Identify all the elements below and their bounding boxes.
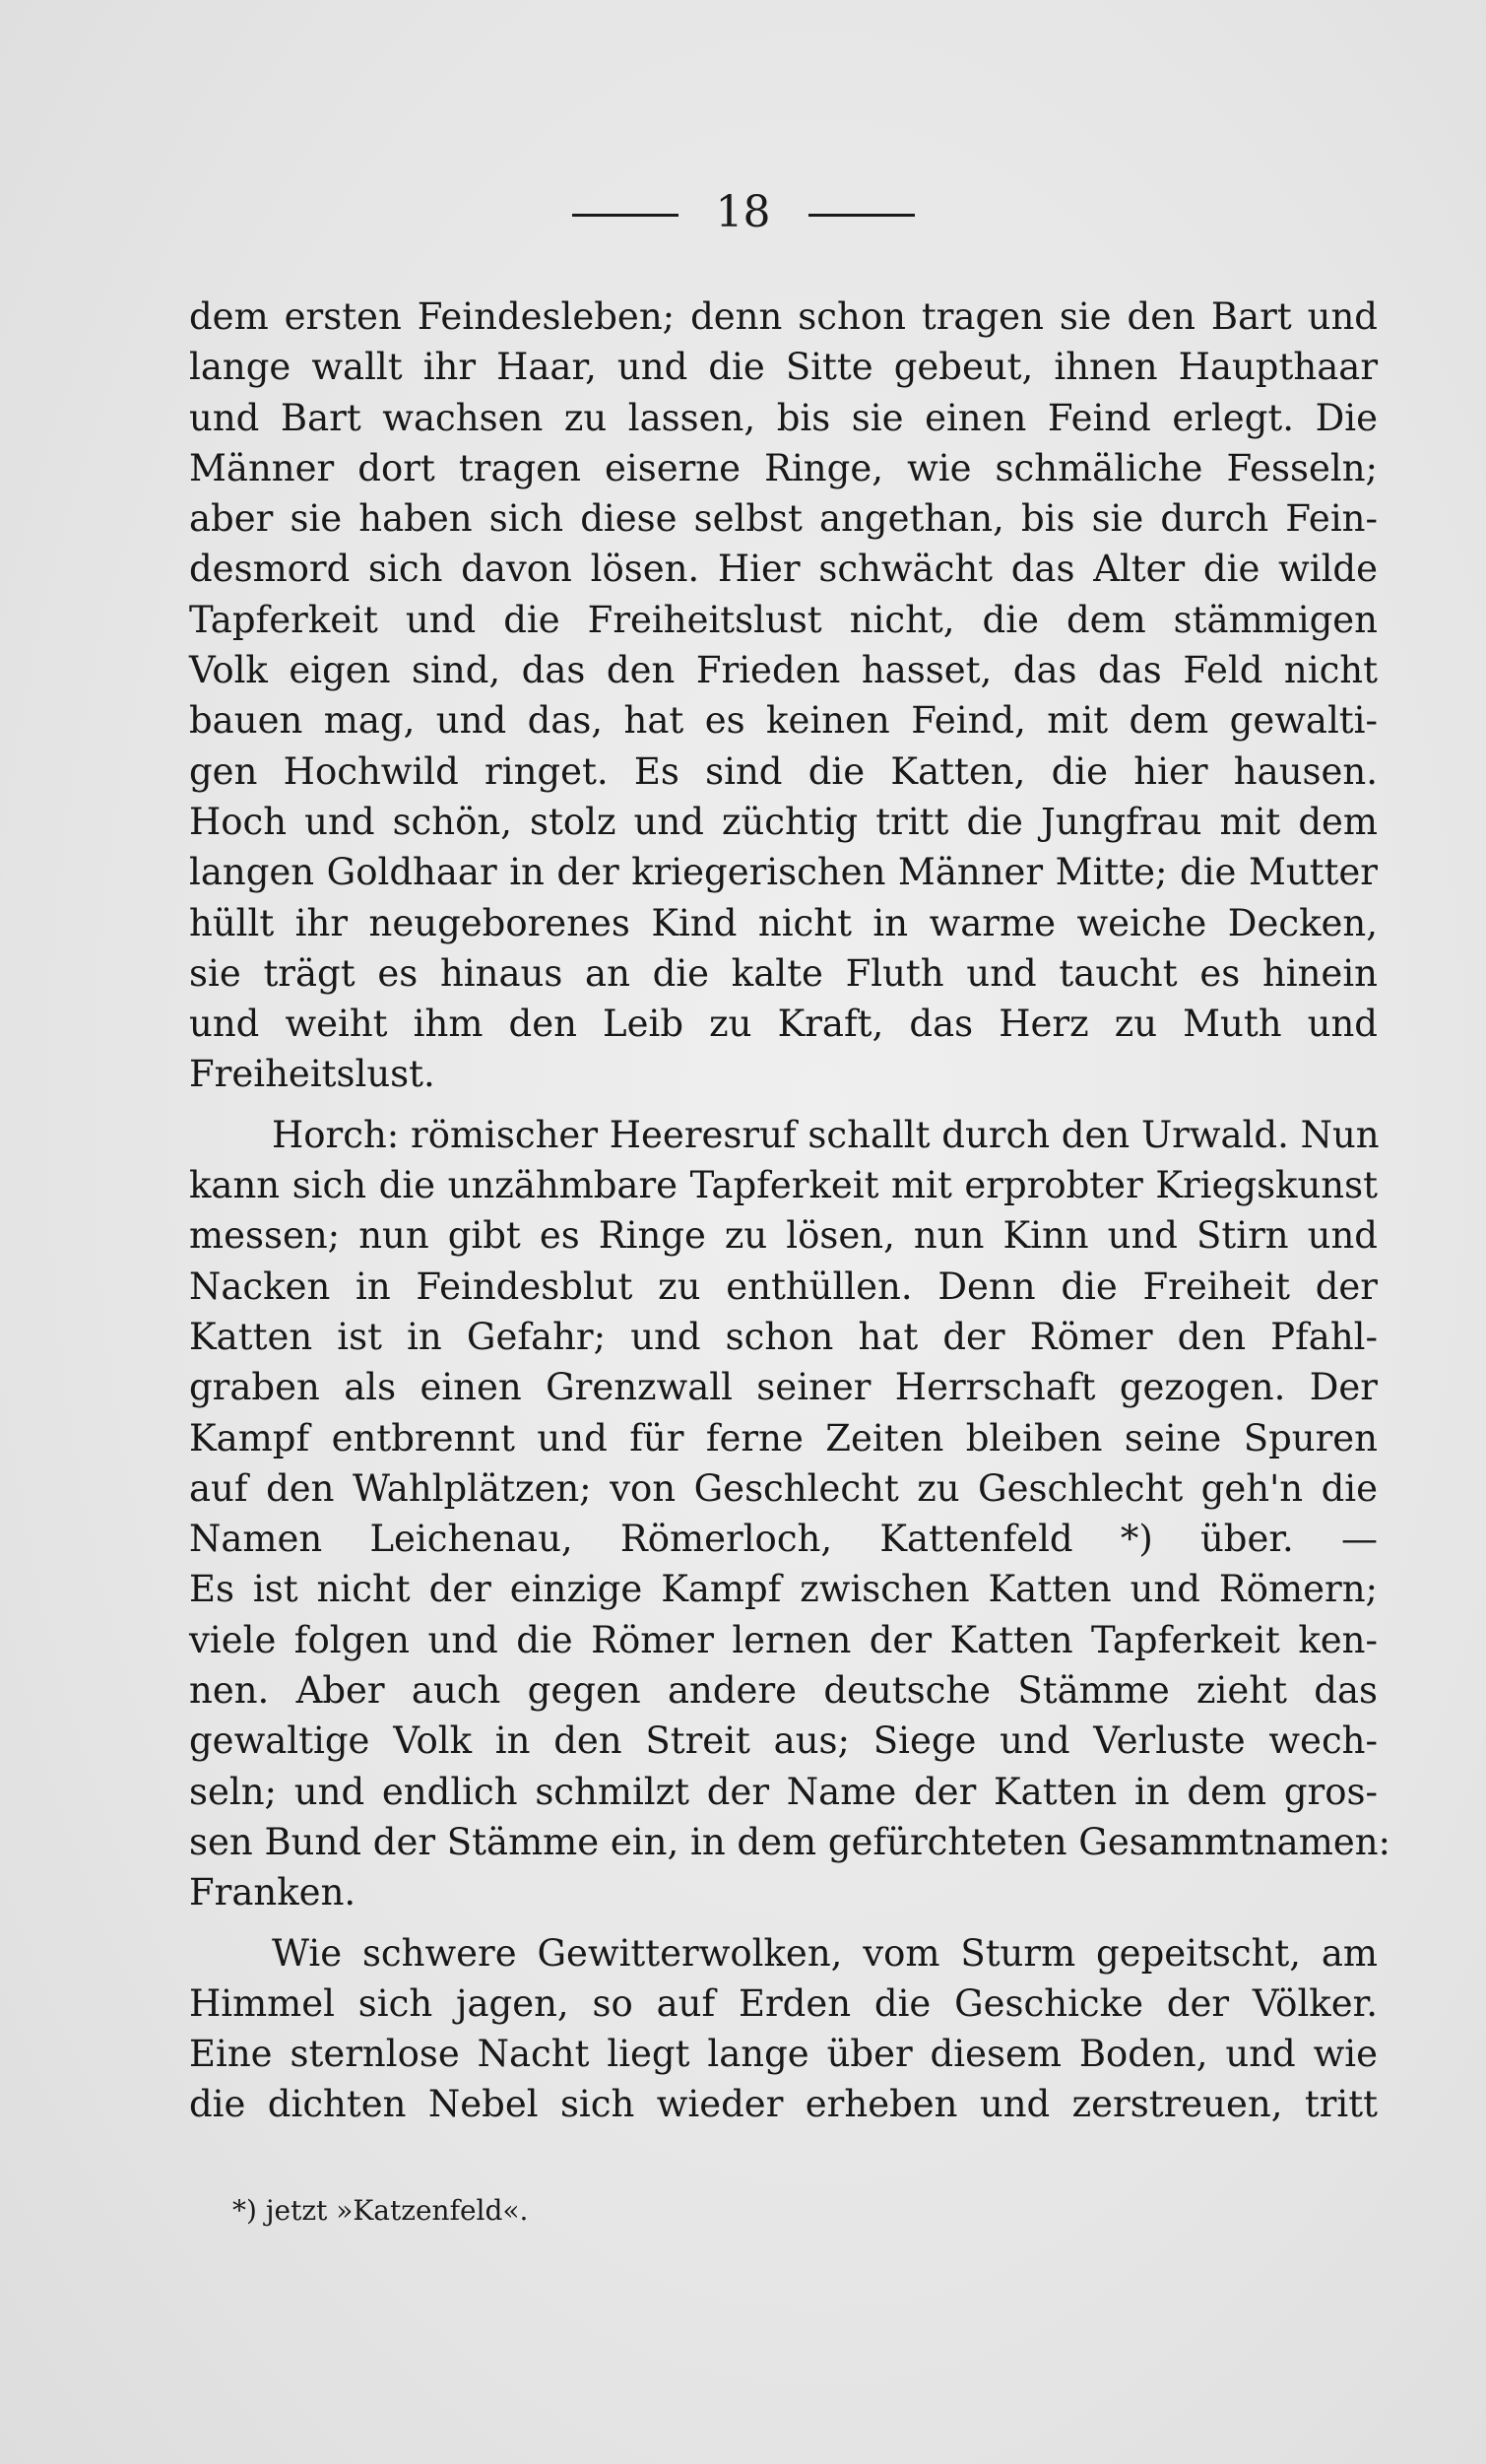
text-line: gewaltige Volk in den Streit aus; Siege und Verluste wech- [189,1719,1378,1763]
text-line: dem ersten Feindesleben; denn schon tragen sie den Bart und [189,295,1378,338]
text-line: sen Bund der Stämme ein, in dem gefürchteten Gesammtnamen: [189,1820,1391,1863]
text-line: gen Hochwild ringet. Es sind die Katten, die hier hausen. [189,749,1378,793]
text-line: Nacken in Feindesblut zu enthüllen. Denn die Freiheit der [189,1264,1378,1308]
text-line: Namen Leichenau, Römerloch, Kattenfeld *) über. — [189,1518,1378,1561]
text-line: Es ist nicht der einzige Kampf zwischen Katten und Römern; [189,1568,1378,1611]
text-line: Horch: römischer Heeresruf schallt durch den Urwald. Nun [272,1113,1380,1156]
page-header [0,187,1486,237]
text-line: und Bart wachsen zu lassen, bis sie einen Feind erlegt. Die [189,396,1378,439]
text-line: Franken. [189,1871,356,1914]
text-line: und weiht ihm den Leib zu Kraft, das Herz zu Muth und [189,1003,1378,1046]
text-line: Tapferkeit und die Freiheitslust nicht, die dem stämmigen [189,598,1378,641]
text-line: sie trägt es hinaus an die kalte Fluth und taucht es hinein [189,951,1378,995]
text-line: viele folgen und die Römer lernen der Katten Tapferkeit ken- [189,1618,1378,1661]
text-line: auf den Wahlplätzen; von Geschlecht zu Geschlecht geh'n die [189,1466,1378,1510]
header-rule-right [808,214,915,217]
text-line: Himmel sich jagen, so auf Erden die Geschicke der Völker. [189,1981,1378,2025]
body-text [189,292,1391,2130]
text-line: lange wallt ihr Haar, und die Sitte gebeut, ihnen Haupthaar [189,346,1378,389]
text-line: Kampf entbrennt und für ferne Zeiten bleiben seine Spuren [189,1416,1378,1459]
text-line: Freiheitslust. [189,1053,435,1096]
footnote: *) jetzt »Katzenfeld«. [232,2194,529,2227]
text-line: Hoch und schön, stolz und züchtig tritt die Jungfrau mit dem [189,800,1378,843]
text-line: bauen mag, und das, hat es keinen Feind, mit dem gewalti- [189,699,1378,743]
text-line: Volk eigen sind, das den Frieden hasset, das das Feld nicht [189,649,1378,692]
text-line: die dichten Nebel sich wieder erheben und zerstreuen, tritt [189,2083,1378,2126]
header-rule-left [572,214,678,217]
paragraph [189,1928,1378,2130]
text-line: desmord sich davon lösen. Hier schwächt das Alter die wilde [189,548,1378,591]
text-line: kann sich die unzähmbare Tapferkeit mit erprobter Kriegskunst [189,1164,1378,1207]
text-line: seln; und endlich schmilzt der Name der Katten in dem gros- [189,1770,1378,1813]
page-number: 18 [715,187,771,237]
text-line: Wie schwere Gewitterwolken, vom Sturm gepeitscht, am [272,1931,1378,1975]
text-line: messen; nun gibt es Ringe zu lösen, nun Kinn und Stirn und [189,1214,1378,1258]
text-line: aber sie haben sich diese selbst angethan, bis sie durch Fein- [189,497,1378,541]
paragraph [189,1110,1391,1918]
text-line: graben als einen Grenzwall seiner Herrschaft gezogen. Der [189,1366,1378,1409]
text-line: hüllt ihr neugeborenes Kind nicht in warme weiche Decken, [189,901,1378,944]
text-line: nen. Aber auch gegen andere deutsche Stämme zieht das [189,1669,1378,1713]
text-line: Männer dort tragen eiserne Ringe, wie schmäliche Fesseln; [189,446,1378,489]
text-line: langen Goldhaar in der kriegerischen Männer Mitte; die Mutter [189,851,1378,894]
text-line: Eine sternlose Nacht liegt lange über diesem Boden, und wie [189,2033,1378,2076]
paragraph [189,292,1378,1100]
text-line: Katten ist in Gefahr; und schon hat der Römer den Pfahl- [189,1315,1378,1358]
